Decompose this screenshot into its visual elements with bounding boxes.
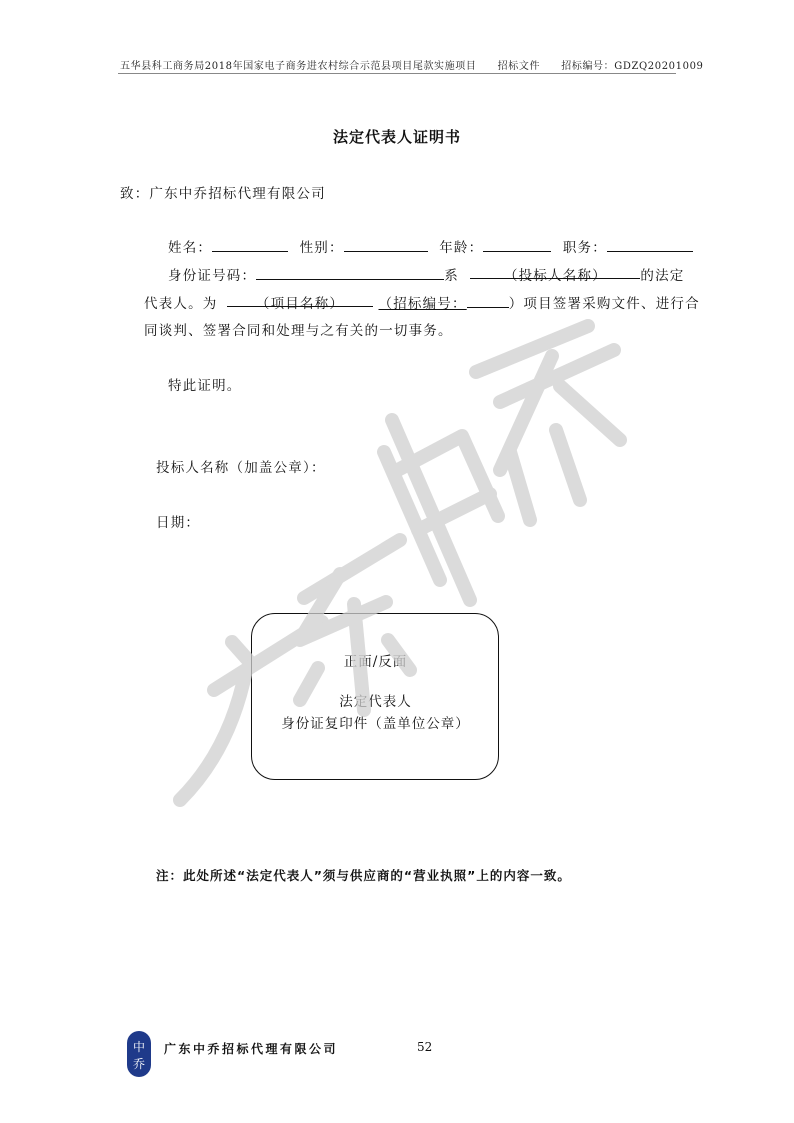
form-row-personal: [168, 236, 693, 256]
id-box-side-label: 正面/反面: [343, 654, 408, 670]
company-logo: [126, 1030, 152, 1078]
document-title: 法定代表人证明书: [332, 128, 461, 146]
logo-char-2: 乔: [132, 1057, 146, 1071]
date-label: 日期：: [156, 515, 201, 531]
gender-field[interactable]: [344, 237, 428, 252]
footnote: 注：此处所述“法定代表人”须与供应商的“营业执照”上的内容一致。: [156, 868, 571, 883]
logo-char-1: 中: [132, 1040, 146, 1054]
project-name-field[interactable]: [227, 292, 373, 312]
header-divider: [118, 73, 676, 74]
bidder-seal-label: 投标人名称（加盖公章）：: [156, 460, 326, 476]
form-row-project: [144, 292, 700, 312]
page-header: 五华县科工商务局2018年国家电子商务进农村综合示范县项目尾款实施项目 招标文件 招标编号：GDZQ20201009: [120, 61, 704, 72]
bid-number-field[interactable]: [467, 293, 509, 308]
id-box-copy-label: 身份证复印件（盖单位公章）: [281, 716, 470, 732]
bid-number-open: （招标编号：: [378, 296, 467, 312]
bid-number-close: ）项目签署采购文件、进行合: [508, 296, 700, 312]
is-label: 系: [444, 268, 459, 284]
form-row-matters: 同谈判、签署合同和处理与之有关的一切事务。: [144, 323, 453, 339]
form-row-id: [168, 264, 685, 284]
footer-company-name: 广东中乔招标代理有限公司: [164, 1042, 339, 1056]
project-name-placeholder: （项目名称）: [255, 296, 345, 312]
id-number-field[interactable]: [256, 265, 444, 280]
age-label: 年龄：: [439, 240, 484, 256]
name-label: 姓名：: [168, 240, 213, 256]
certify-statement: 特此证明。: [168, 378, 242, 394]
legal-suffix: 的法定: [640, 268, 685, 284]
position-field[interactable]: [607, 237, 693, 252]
age-field[interactable]: [483, 237, 551, 252]
name-field[interactable]: [212, 237, 288, 252]
gender-label: 性别：: [299, 240, 344, 256]
position-label: 职务：: [562, 240, 607, 256]
page-number: 52: [417, 1040, 433, 1054]
addressee-line: 致：广东中乔招标代理有限公司: [120, 186, 326, 202]
bidder-name-placeholder: （投标人名称）: [503, 268, 607, 284]
rep-prefix: 代表人。为: [144, 296, 218, 312]
id-label: 身份证号码：: [168, 268, 257, 284]
id-box-rep-label: 法定代表人: [339, 694, 412, 710]
bidder-name-field[interactable]: [470, 264, 640, 284]
